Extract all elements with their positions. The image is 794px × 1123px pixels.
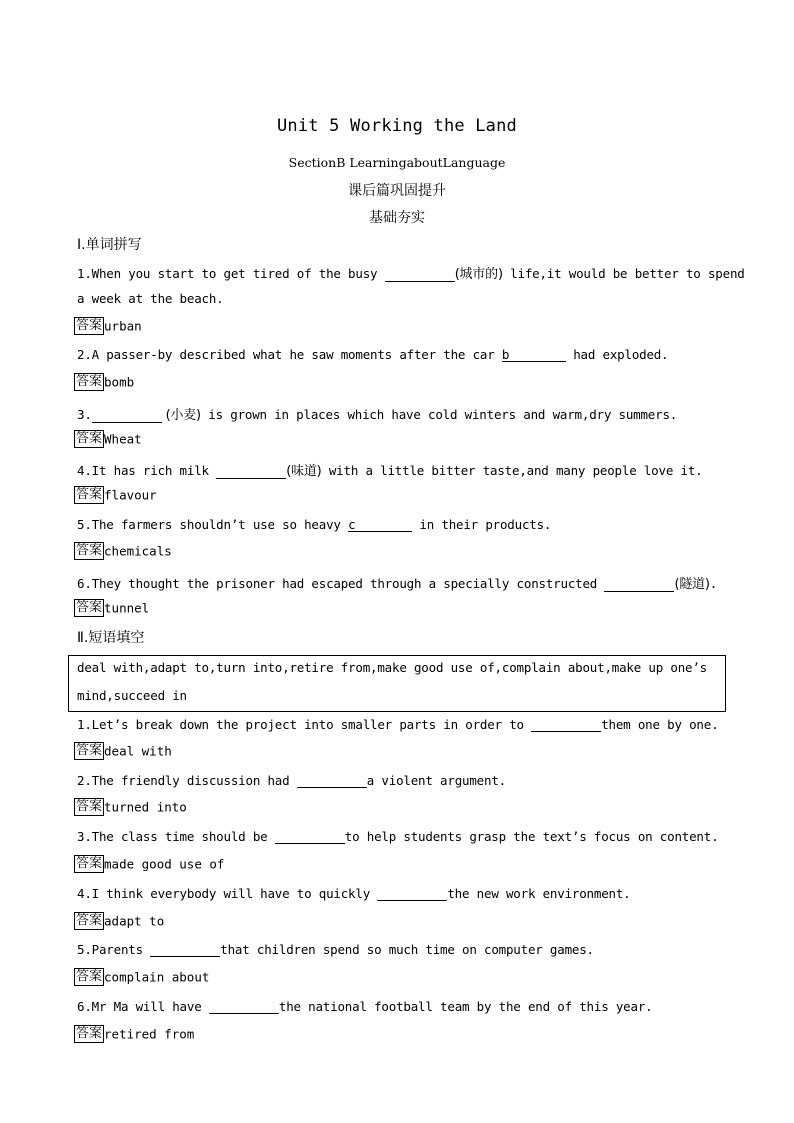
answer-tag: 答案: [76, 543, 103, 558]
s2-q2-answer: 答案 turned into: [76, 799, 187, 815]
blank[interactable]: [531, 717, 601, 732]
s1-q6-answer: 答案 tunnel: [76, 600, 150, 616]
answer-tag: 答案: [76, 600, 103, 615]
s1-q4-answer: 答案 flavour: [76, 487, 157, 503]
s1-q5-answer: 答案 chemicals: [76, 543, 172, 559]
blank[interactable]: [297, 773, 367, 788]
s1-q1-line1: 1.When you start to get tired of the busy (城市的) life,it would be better to spend: [77, 266, 745, 282]
s2-q6: 6.Mr Ma will have the national football team by the end of this year.: [77, 999, 653, 1014]
answer-tag: 答案: [76, 913, 103, 928]
s1-q3: 3. (小麦) is grown in places which have cold winters and warm,dry summers.: [77, 407, 678, 423]
s2-q4: 4.I think everybody will have to quickly the new work environment.: [77, 886, 631, 901]
blank[interactable]: [604, 577, 674, 592]
s2-q3: 3.The class time should be to help students grasp the text’s focus on content.: [77, 829, 719, 844]
s2-q5-answer: 答案 complain about: [76, 969, 210, 985]
heading-basics: 基础夯实: [369, 210, 425, 226]
answer-tag: 答案: [76, 799, 103, 814]
s1-q2-answer: 答案 bomb: [76, 374, 135, 390]
section2-title: Ⅱ.短语填空: [77, 630, 145, 646]
s2-q5: 5.Parents that children spend so much time on computer games.: [77, 942, 594, 957]
blank[interactable]: c: [348, 517, 412, 532]
answer-tag: 答案: [76, 318, 103, 333]
s1-q1-line2: a week at the beach.: [77, 291, 224, 306]
blank[interactable]: b: [502, 347, 566, 362]
answer-tag: 答案: [76, 487, 103, 502]
blank[interactable]: [209, 999, 279, 1014]
phrase-box: [68, 655, 726, 712]
phrase-box-line2: mind,succeed in: [77, 688, 187, 703]
s2-q1: 1.Let’s break down the project into smaller parts in order to them one by one.: [77, 717, 719, 732]
answer-tag: 答案: [76, 969, 103, 984]
blank[interactable]: [377, 886, 447, 901]
answer-tag: 答案: [76, 374, 103, 389]
blank[interactable]: [385, 267, 455, 282]
page-title: Unit 5 Working the Land: [276, 116, 517, 136]
blank[interactable]: [92, 408, 162, 423]
blank[interactable]: [216, 464, 286, 479]
s1-q4: 4.It has rich milk (味道) with a little bitter taste,and many people love it.: [77, 463, 703, 479]
s2-q2: 2.The friendly discussion had a violent argument.: [77, 773, 506, 788]
answer-tag: 答案: [76, 431, 103, 446]
s2-q4-answer: 答案 adapt to: [76, 913, 165, 929]
answer-tag: 答案: [76, 1026, 103, 1041]
heading-after-class: 课后篇巩固提升: [348, 183, 446, 199]
section-subtitle: SectionB LearningaboutLanguage: [288, 155, 506, 170]
phrase-box-line1: deal with,adapt to,turn into,retire from,make good use of,complain about,make up one’s: [77, 660, 708, 675]
section1-title: Ⅰ.单词拼写: [77, 237, 142, 253]
s1-q5: 5.The farmers shouldn’t use so heavy c in their products.: [77, 517, 552, 532]
s2-q1-answer: 答案 deal with: [76, 743, 172, 759]
s1-q1-answer: 答案 urban: [76, 318, 142, 334]
s1-q2: 2.A passer-by described what he saw moments after the car b had exploded.: [77, 347, 669, 362]
s1-q6: 6.They thought the prisoner had escaped through a specially constructed (隧道).: [77, 576, 718, 592]
s1-q3-answer: 答案 Wheat: [76, 431, 142, 447]
answer-tag: 答案: [76, 743, 103, 758]
blank[interactable]: [275, 829, 345, 844]
blank[interactable]: [150, 942, 220, 957]
s2-q6-answer: 答案 retired from: [76, 1026, 195, 1042]
s2-q3-answer: 答案 made good use of: [76, 856, 225, 872]
answer-tag: 答案: [76, 856, 103, 871]
